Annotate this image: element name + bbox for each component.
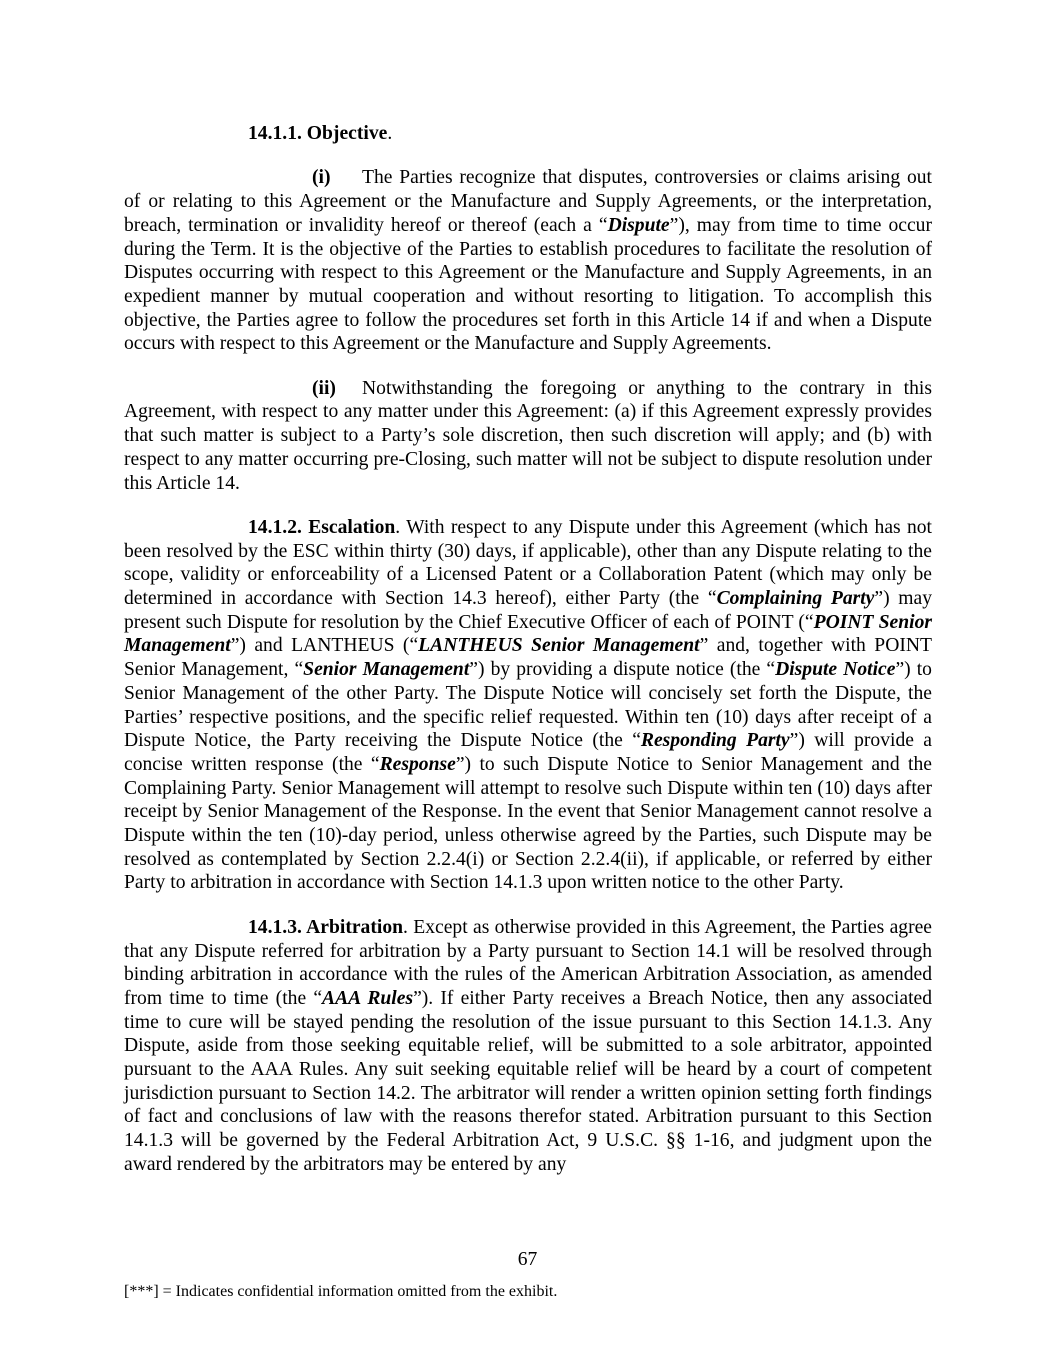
defined-term: AAA Rules bbox=[322, 987, 414, 1009]
defined-term: POINT Senior Management bbox=[124, 611, 932, 657]
defined-term: Dispute bbox=[607, 214, 670, 236]
section-title: Objective bbox=[306, 123, 388, 144]
document-body bbox=[124, 122, 932, 1197]
paragraph-item-i: (i) The Parties recognize that disputes, controversies or claims arising out of or relating to this Agreement or the Manufacture and Supply Agreements, or the interpretation, breach, termination or invalidity hereof or thereof (each a “Dispute”), may from time to time occur during the Term. It is the objective of the Parties to establish procedures to facilitate the resolution of Disputes occurring with respect to this Agreement or the Manufacture and Supply Agreements, in an expedient manner by mutual cooperation and without resorting to litigation. To accomplish this objective, the Parties agree to follow the procedures set forth in this Article 14 if and when a Dispute occurs with respect to this Agreement or the Manufacture and Supply Agreements. bbox=[124, 167, 933, 355]
defined-term: Dispute Notice bbox=[775, 659, 896, 681]
defined-term: LANTHEUS Senior Management bbox=[418, 635, 700, 657]
defined-term: Senior Management bbox=[303, 659, 470, 681]
section-14-1-2-escalation: 14.1.2. Escalation. With respect to any Dispute under this Agreement (which has not been resolved by the ESC within thirty (30) days, if applicable), other than any Dispute relating to the scope, validity or enforceability of a Licensed Patent or a Collaboration Patent (which may only be determined in accordance with Section 14.3 hereof), either Party (the “Complaining Party”) may present such Dispute for resolution by the Chief Executive Officer of each of POINT (“POINT Senior Management”) and LANTHEUS (“LANTHEUS Senior Management” and, together with POINT Senior Management, “Senior Management”) by providing a dispute notice (the “Dispute Notice”) to Senior Management of the other Party. The Dispute Notice will concisely set forth the Dispute, the Parties’ respective positions, and the specific relief requested. Within ten (10) days after receipt of a Dispute Notice, the Party receiving the Dispute Notice (the “Responding Party”) will provide a concise written response (the “Response”) to such Dispute Notice to Senior Management and the Complaining Party. Senior Management will attempt to resolve such Dispute within ten (10) days after receipt by Senior Management of the Response. In the event that Senior Management cannot resolve a Dispute within the ten (10)-day period, unless otherwise agreed by the Parties, such Dispute may be resolved as contemplated by Section 2.2.4(i) or Section 2.2.4(ii), if applicable, or referred by either Party to arbitration in accordance with Section 14.1.3 upon written notice to the other Party. bbox=[124, 516, 933, 894]
confidentiality-footnote: [***] = Indicates confidential information omitted from the exhibit. bbox=[124, 1283, 558, 1300]
section-heading: 14.1.3. Arbitration bbox=[248, 916, 404, 938]
page-number: 67 bbox=[517, 1249, 538, 1270]
section-title-period: . bbox=[387, 123, 393, 144]
defined-term: Response bbox=[379, 753, 456, 775]
section-heading: 14.1.2. Escalation bbox=[248, 516, 396, 538]
item-label: (i) bbox=[312, 167, 331, 189]
item-label: (ii) bbox=[312, 377, 336, 399]
defined-term: Complaining Party bbox=[716, 588, 875, 610]
section-14-1-3-arbitration: 14.1.3. Arbitration. Except as otherwise provided in this Agreement, the Parties agree that any Dispute referred for arbitration by a Party pursuant to Section 14.1 will be resolved through binding arbitration in accordance with the rules of the American Arbitration Association, as amended from time to time (the “AAA Rules”). If either Party receives a Breach Notice, then any associated time to cure will be stayed pending the resolution of the issue pursuant to this Section 14.1.3. Any Dispute, aside from those seeking equitable relief, will be submitted to a sole arbitrator, appointed pursuant to the AAA Rules. Any suit seeking equitable relief will be heard by a court of competent jurisdiction pursuant to Section 14.2. The arbitrator will render a written opinion setting forth findings of fact and conclusions of law with the reasons therefor stated. Arbitration pursuant to this Section 14.1.3 will be governed by the Federal Arbitration Act, 9 U.S.C. §§ 1-16, and judgment upon the award rendered by the arbitrators may be entered by any bbox=[124, 916, 933, 1175]
section-number: 14.1.1. bbox=[248, 123, 302, 144]
section-14-1-1-heading bbox=[124, 122, 932, 146]
paragraph-item-ii: (ii) Notwithstanding the foregoing or anything to the contrary in this Agreement, with respect to any matter under this Agreement: (a) if this Agreement expressly provides that such matter is subject to a Party’s sole discretion, then such discretion will apply; and (b) with respect to any matter occurring pre-Closing, such matter will not be subject to dispute resolution under this Article 14. bbox=[124, 377, 932, 494]
defined-term: Responding Party bbox=[640, 730, 790, 752]
